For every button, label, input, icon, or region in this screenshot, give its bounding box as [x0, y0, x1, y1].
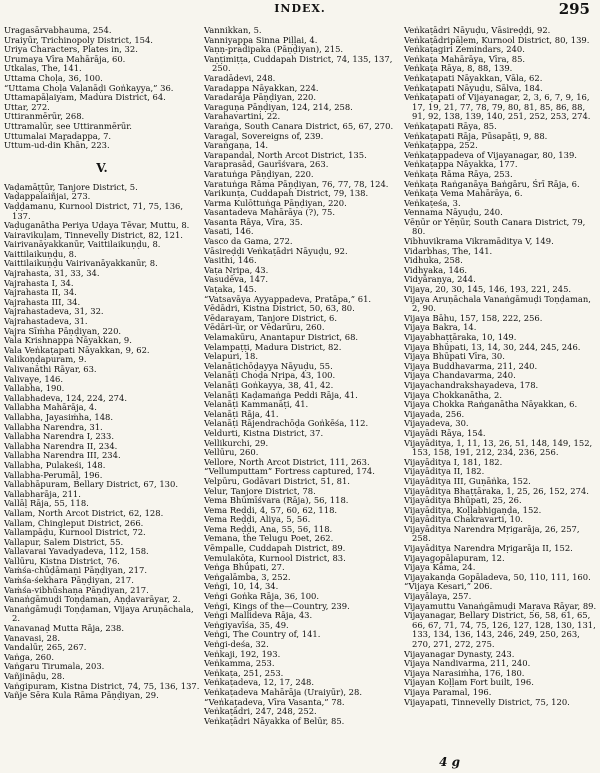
index-entry: Vallampāḍu, Kurnool District, 72. [4, 527, 146, 538]
signature-mark: 4 g [439, 755, 460, 769]
index-entry: Uttumalai Maṟadappa, 7. [4, 130, 112, 141]
index-entry: Velpūru, Godāvari District, 51, 81. [204, 475, 350, 486]
index-entry: Vanavasi, 28. [4, 632, 61, 643]
index-entry: Vema Bhūmīśvara (Rāja), 56, 118. [204, 495, 349, 506]
index-entry: “Veṅkaṭadeva, Vīra Vasanta,” 78. [204, 696, 345, 707]
index-entry: Vijayāditya II, 182. [404, 466, 485, 477]
index-entry: Varaguṇa Pāṇḍiyan, 124, 214, 258. [204, 101, 353, 112]
index-entry: Vidhuka, 258. [404, 255, 463, 266]
index-entry: Uriya Characters, Plates in, 32. [4, 44, 138, 55]
index-entry: Uttum-ud-din Khān, 223. [4, 140, 110, 151]
index-entry: Vellikurchi, 29. [204, 437, 269, 448]
index-entry: Velanāṭi Kammanāṭi, 41. [204, 399, 309, 410]
index-entry: Vañjināḍu, 28. [4, 671, 65, 681]
index-entry: Vallabha Narendra II, 234. [4, 440, 118, 451]
index-entry: Vasati, 146. [204, 226, 254, 237]
index-entry: Urumaya Vīra Mahārāja, 60. [4, 53, 126, 64]
index-entry: Vema Reḍḍi, 4, 57, 60, 62, 118. [204, 504, 338, 515]
index-entry: Vijaya Narasiṁha, 176, 180. [404, 667, 525, 678]
index-entry: Vallabha, Pulakeśi, 148. [4, 459, 106, 470]
index-entry: Velapuri, 18. [204, 351, 258, 362]
index-entry: Vijayāditya Narendra Mṛigarāja, 26, 257, 258. [404, 523, 580, 544]
index-entry: Vaṁśa-vibhūshaṇa Pāṇḍiyan, 217. [4, 584, 149, 595]
index-entry: Varikunṭa, Cuddapah District, 79, 138. [204, 188, 369, 199]
index-entry: Veṅkaṭa, 251, 253. [204, 667, 284, 678]
index-entry: Vijayapati, Tinnevelly District, 75, 120. [404, 696, 570, 707]
page-header [0, 0, 600, 20]
index-entry: Uraiyūr, Trichinopoly District, 154. [4, 34, 153, 45]
index-entry: Veṅkaṭādripāḷem, Kurnool District, 80, 139. [404, 34, 590, 45]
index-entry: Varaprasād, Gaurīśvara, 263. [204, 159, 329, 170]
index-entry: Vaḍappalaiñjai, 273. [4, 191, 91, 202]
index-entry: Vijayāditya, 1, 11, 13, 26, 51, 148, 149, 152, 153, 158, 191, 212, 234, 236, 256. [404, 437, 593, 458]
index-entry: Vema Reḍḍi, Ana, 55, 56, 118. [204, 523, 333, 534]
index-entry: Vijaya, 20, 30, 145, 146, 193, 221, 245. [404, 284, 572, 295]
index-entry: Vasco da Gama, 272. [204, 236, 293, 247]
index-entry: Vijayanagar, Bellary District, 56, 58, 61, 65, 66, 67, 71, 74, 75, 126, 127, 128, 130, 131, 133, 134, 136, 143, 246, 249, 250, 263, 270, 271, 272, 275. [404, 610, 596, 649]
index-entry: Velanāṭi Rājendrachōḍa Goṅkēśa, 112. [204, 418, 369, 429]
index-entry: Vaṅga, 260. [4, 651, 54, 662]
index-entry: Vijaya Chandavarma, 240. [404, 370, 516, 381]
index-entry: Veṅkaṭa Mahārāya, Vīra, 85. [404, 53, 526, 64]
index-entry: Varadappa Nāyakkan, 224. [204, 82, 319, 93]
index-entry: Vijaya Aruṇāchala Vanaṅgāmuḍi Toṇḍaman, 2, 90. [404, 293, 591, 314]
index-entry: Veṅkaṭappa, 252. [404, 140, 478, 151]
index-entry: Veṅkaṭa Rāya, 8, 88, 139. [404, 63, 513, 74]
index-entry: Velanāṭi Choḍa Nṛipa, 43, 100. [204, 370, 336, 381]
index-entry: “Uttama Choḷa Vaḷanāḍi Goṅkayya,” 36. [4, 82, 174, 93]
index-entry: Vasanta Rāya, Vīra, 35. [204, 216, 303, 227]
index-entry: Vajra Sīṁha Pāṇḍiyan, 220. [4, 325, 122, 336]
index-entry: Varadādevi, 248. [204, 72, 276, 83]
index-entry: Veṅgiyavīśa, 35, 49. [204, 619, 289, 630]
index-entry: Varatuṅga Pāṇḍiyan, 220. [204, 168, 314, 179]
index-entry: Vēdarayam, Tanjore District, 6. [204, 312, 338, 323]
index-entry: Valivanāthi Rāyar, 63. [4, 364, 97, 374]
index-entry: Vaṇṇ-pradipaka (Pāṇḍiyan), 215. [204, 44, 344, 55]
index-entry: Velanāṭichōḍayya Nāyuḍu, 55. [204, 360, 333, 371]
index-entry: Vijayada, 256. [404, 408, 465, 419]
index-entry: Uttamapāḷaiyam, Madura District, 64. [4, 92, 166, 103]
index-entry: Vala Veṅkaṭapati Nāyakkan, 9, 62. [4, 344, 150, 355]
index-entry: Vidyāraṇya, 244. [404, 274, 476, 285]
index-entry: Vijaya Buddhavarma, 211, 240. [404, 360, 538, 371]
index-entry: Vijaya Bhūpati, 13, 14, 30, 244, 245, 246. [404, 341, 581, 352]
index-entry: Vēmpalle, Cuddapah District, 89. [204, 543, 346, 554]
page-title: INDEX. [274, 2, 326, 15]
index-entry: Vajrahasta III, 34. [4, 296, 81, 307]
index-entry: Vijaya Chokkanātha, 2. [404, 389, 502, 400]
index-entry: Vala Krishnappa Nāyakkan, 9. [4, 335, 132, 346]
index-entry: Veṅgi, 10, 14, 34. [204, 581, 279, 592]
index-entry: Vairivanāyakkanūr, Vaittilaikuṇḍu, 8. [4, 239, 161, 250]
index-column-2 [204, 26, 400, 761]
index-entry: Vanaṅgāmuḍi Toṇḍaman, Aṇḍavarāyar, 2. [4, 594, 181, 605]
index-entry: Veṅkaṭagiri Zemindars, 240. [404, 44, 525, 55]
index-entry: Utkalas, The, 141. [4, 63, 82, 74]
index-entry: Vijayāditya, Koḷḷabhigaṇḍa, 152. [404, 504, 542, 515]
index-entry: Veṅkaṭapati Rāja, Pūsapāṭi, 9, 88. [404, 130, 548, 141]
index-entry: Veṅgi-deśa, 32. [204, 639, 269, 649]
index-entry: Vāsireḍḍi Veṅkaṭādri Nāyuḍu, 92. [204, 245, 348, 256]
index-entry: Vallūru, Kistna District, 76. [4, 555, 120, 566]
index-entry: Varahavartini, 22. [204, 111, 281, 122]
index-entry: Veṅgi Goṅka Rāja, 36, 100. [204, 591, 320, 602]
index-entry: Veṅkaṭa Raṅganāya Baṅgāru, Śrī Rāja, 6. [404, 178, 580, 189]
index-entry: Vannikkan, 5. [204, 26, 262, 35]
index-entry: Vallapur, Salem District, 55. [4, 536, 124, 547]
index-entry: Veṅkaṭappadeva of Vijayanagar, 80, 139. [404, 149, 577, 160]
index-entry: Varatuṅga Rāma Pāṇḍiyan, 76, 77, 78, 124. [204, 178, 389, 189]
index-entry: Varadarāja Pāṇḍiyan, 220. [204, 92, 317, 103]
index-entry: Valivaye, 146. [4, 373, 64, 384]
index-entry: Vijayachandrakshayadeva, 178. [404, 379, 539, 390]
index-entry: Vijaya Nandivarma, 211, 240. [404, 658, 531, 669]
index-entry: Vaḍḍamanu, Kurnool District, 71, 75, 136, 137. [4, 200, 184, 221]
index-entry: Vijayāditya Narendra Mṛigarāja II, 152. [404, 543, 573, 554]
index-entry: Veṅkaṭadeva Mahārāja (Uraiyūr), 28. [204, 686, 363, 697]
index-entry: Vaḍamāṭṭūr, Tanjore District, 5. [4, 181, 138, 192]
index-entry: Vallabha Mahārāja, 4. [4, 402, 97, 413]
index-entry: Vasantadeva Mahārāya (?), 75. [204, 207, 336, 218]
index-entry: Vibhuvikrama Vikramāditya V, 149. [404, 236, 554, 247]
index-entry: Vañje Sēra Kula Rāma Pāṇḍiyan, 29. [4, 690, 159, 701]
index-entry: Vijayāditya Bhaṭṭāraka, 1, 25, 26, 152, 274. [404, 485, 589, 496]
index-entry: Vaṁśa-chūḍāmaṇi Pāṇḍiyan, 217. [4, 565, 147, 576]
index-entry: Vijayan Koḷḷam Fort built, 196. [404, 677, 534, 688]
index-entry: Vijayadeva, 30. [404, 418, 469, 429]
index-entry: Veṅkaṭeśa, 3. [404, 197, 461, 208]
index-entry: Vijayāditya Chakravarti, 10. [404, 514, 523, 525]
index-entry: Vijaya Kāma, 24. [404, 562, 476, 573]
index-entry: Vijaya Bāhu, 157, 158, 222, 256. [404, 312, 543, 323]
index-entry: Veṅkaṭādri Nāyakka of Belūr, 85. [204, 715, 345, 726]
index-entry: Vijayabhaṭṭāraka, 10, 149. [404, 332, 517, 342]
index-entry: Vaṇṭimiṭṭa, Cuddapah District, 74, 135, 137, 250. [204, 53, 393, 74]
index-entry: Veṅkaṭadeva, 12, 17, 248. [204, 677, 315, 688]
index-entry: Vijayāditya I, 181, 182. [404, 456, 503, 467]
index-entry: Veṅgi Mallideva Rāja, 43. [204, 610, 313, 621]
index-entry: Vennama Nāyuḍu, 240. [404, 207, 503, 218]
index-entry: Vairavikuḷam, Tinnevelly District, 82, 121. [4, 229, 183, 240]
index-entry: Vallāḷ Rāja, 55, 118. [4, 498, 89, 509]
index-entry: Vallabha-Perumāḷ, 196. [4, 469, 103, 480]
index-entry: Vanniyappa Sinna Piḷḷai, 4. [204, 34, 318, 45]
index-entry: Vajrahasta I, 34. [4, 277, 74, 288]
index-entry: Vallabhadeva, 124, 224, 274. [4, 392, 128, 403]
index-entry: Vijaya Paramal, 196. [404, 686, 492, 697]
index-entry: Vijaya Bhūpati Vīra, 30. [404, 351, 505, 362]
index-entry: Veṅkaṭapati Nāyakkan, Vāla, 62. [404, 72, 543, 83]
index-entry: Vijayālaya, 257. [404, 591, 472, 602]
index-entry: Vijayādi Rāya, 154. [404, 427, 486, 438]
index-entry: Vaittilaikuṇḍu Vairivanāyakkanūr, 8. [4, 258, 158, 269]
index-entry: Velamakūru, Anantapur District, 68. [204, 332, 359, 342]
index-entry: Vallabha, Jayasiṁha, 148. [4, 411, 114, 422]
index-entry: Vēdādri, Kistna District, 50, 63, 80. [204, 303, 355, 314]
index-entry: Vēṇūr or Yēṇūr, South Canara District, 79, 80. [404, 216, 586, 237]
index-entry: Vallam, Chingleput District, 266. [4, 517, 144, 528]
index-entry: Uttar, 272. [4, 101, 50, 112]
index-entry: Vemana, the Telugu Poet, 262. [204, 533, 334, 544]
index-entry: Vijayanagar Dynasty, 243. [404, 648, 515, 659]
index-entry: Veṅkaṭapati of Vijayanagar, 2, 3, 6, 7, 9, 16, 17, 19, 21, 77, 78, 79, 80, 81, 85, 86, 88, 91, 92, 138, 139, 140, 251, 252, 253, 274. [404, 92, 591, 122]
section-letter: V. [96, 160, 108, 175]
index-entry: Vanavanaḍ Mutta Rāja, 238. [4, 623, 125, 634]
index-entry: Vajrahasta, 31, 33, 34. [4, 268, 100, 279]
index-entry: Veṅkaṭādri, 247, 248, 252. [204, 706, 317, 717]
index-entry: Vasudēva, 147. [204, 274, 268, 285]
index-entry: Vallabha, 190. [4, 383, 65, 394]
index-entry: Vijayagopālapuram, 12. [404, 552, 505, 563]
index-entry: Vemulakōṭa, Kurnool District, 83. [204, 552, 346, 563]
index-entry: “Vatsavāya Ayyappadeva, Pratāpa,” 61. [204, 293, 372, 304]
index-entry: Veṅkaṭapati Rāya, 85. [404, 120, 497, 131]
index-entry: Vaṁśa-śekhara Pāṇḍiyan, 217. [4, 575, 134, 586]
index-column-1 [4, 26, 200, 761]
index-entry: Vema Reḍḍi, Aliya, 5, 56. [204, 514, 311, 525]
index-entry: Velur, Tanjore District, 78. [204, 485, 316, 496]
index-entry: Velanāṭi Goṅkayya, 38, 41, 42. [204, 379, 334, 390]
index-entry: Valikoṇḍapuram, 9. [4, 354, 87, 365]
page-number: 295 [558, 0, 590, 18]
index-entry: Vijayāditya Bhūpati, 25, 26. [404, 495, 522, 506]
index-entry: Vallabha Narendra III, 234. [4, 450, 121, 461]
index-entry: Vaṅgaru Tirumala, 203. [4, 661, 105, 672]
index-entry: Vaḍuganātha Periya Uḍaya Tēvar, Muttu, 8. [4, 220, 190, 231]
index-entry: Vallabharāja, 211. [4, 488, 81, 499]
index-entry: Vijaya Bakra, 14. [404, 322, 477, 333]
index-entry: Veṅkaṭādri Nāyuḍu, Vāsireḍḍi, 92. [404, 26, 551, 35]
index-entry: Vaṭaka, 145. [204, 284, 257, 295]
index-entry: Varma Kulōttuṅga Pāṇḍiyan, 220. [204, 197, 347, 208]
index-entry: Velampaṭṭi, Madura District, 82. [204, 341, 342, 352]
index-entry: Varagal, Sovereigns of, 239. [204, 130, 324, 141]
index-entry: Veṅkaṭa Rāma Rāya, 253. [404, 168, 513, 179]
index-entry: “Vijaya Kesari,” 206. [404, 581, 493, 592]
index-entry: Vallabha Narendra, 31. [4, 421, 103, 432]
index-entry: Vaittilaikuṇḍu, 8. [4, 248, 77, 259]
index-entry: Uragasārvabhauma, 254. [4, 26, 112, 35]
index-entry: Veṅkaṭapati Nāyuḍu, Sālva, 184. [404, 82, 543, 93]
index-entry: Varaṅga, South Canara District, 65, 67, 270. [204, 120, 394, 131]
index-entry: Vijayāditya III, Guṇāṅka, 152. [404, 475, 531, 486]
index-entry: Vidhyaka, 146. [404, 264, 468, 275]
index-entry: Vijayamuttu Vanaṅgāmuḍi Maṛava Rāyar, 89. [404, 600, 597, 611]
index-entry: Veṅkaji, 192, 193. [204, 648, 281, 659]
index-entry: Velanāṭi Rāja, 41. [204, 408, 279, 419]
index-entry: Vajrahastadeva, 31. [4, 316, 88, 327]
index-entry: Vanaṅgāmuḍi Toṇḍaman, Vijaya Aruṇāchala, 2. [4, 603, 194, 624]
index-entry: Veṅkaṭappa Nāyakka, 177. [404, 159, 518, 170]
index-entry: Vidarbhas, The, 141. [404, 245, 493, 256]
index-entry: Vellūru, 260. [204, 447, 259, 458]
index-entry: Uttramalūr, see Uttiranmērūr. [4, 120, 132, 131]
index-entry: Vajrahastadeva, 31, 32. [4, 306, 104, 317]
index-entry: Uttiranmērūr, 268. [4, 111, 85, 122]
index-entry: Uttama Choḷa, 36, 100. [4, 72, 103, 83]
index-entry: Vēdāri-ūr, or Vēdarūru, 260. [204, 322, 325, 333]
index-entry: Vijayakanḍa Gopāladeva, 50, 110, 111, 160. [404, 571, 591, 582]
index-entry: Vaṅgipuram, Kistna District, 74, 75, 136, 137. [4, 680, 200, 691]
index-column-3 [404, 26, 600, 761]
index-entry: Vajrahasta II, 34. [4, 287, 77, 298]
index-entry: Varapandal, North Arcot District, 135. [204, 149, 367, 160]
index-entry: Velanāṭi Kaḍamaṅga Peddi Rāja, 41. [204, 389, 358, 400]
index-entry: Vellore, North Arcot District, 111, 263. [204, 456, 370, 467]
index-entry: Veṅkaṭa Vema Mahārāya, 6. [404, 188, 523, 199]
index-entry: Vallam, North Arcot District, 62, 128. [4, 507, 164, 518]
index-entry: Vandalūr, 265, 267. [4, 642, 87, 653]
index-entry: Veldurti, Kistna District, 37. [204, 427, 324, 438]
index-entry: Vaṭa Nṛipa, 43. [204, 264, 269, 275]
index-entry: Vallabhāpuram, Bellary District, 67, 130. [4, 479, 178, 490]
index-entry: Vallavarai Yavadyadeva, 112, 158. [4, 546, 149, 557]
index-entry: Veṅgalāmba, 3, 252. [204, 571, 291, 582]
index-entry: “Vellumputtam” Fortress captured, 174. [204, 466, 375, 477]
index-entry: Veṅgi, The Country of, 141. [204, 629, 321, 640]
index-entry: Vasithi, 146. [204, 255, 257, 266]
index-entry: Vijaya Chokka Raṅganātha Nāyakkan, 6. [404, 399, 578, 410]
index-entry: Veṅga Bhūpati, 27. [204, 562, 285, 573]
index-entry: Veṅkamma, 253. [204, 658, 275, 669]
index-entry: Varaṅgaṇa, 14. [204, 140, 269, 151]
index-entry: Veṅgi, Kings of the—Country, 239. [204, 600, 350, 611]
index-entry: Vallabha Narendra I, 233. [4, 431, 115, 442]
